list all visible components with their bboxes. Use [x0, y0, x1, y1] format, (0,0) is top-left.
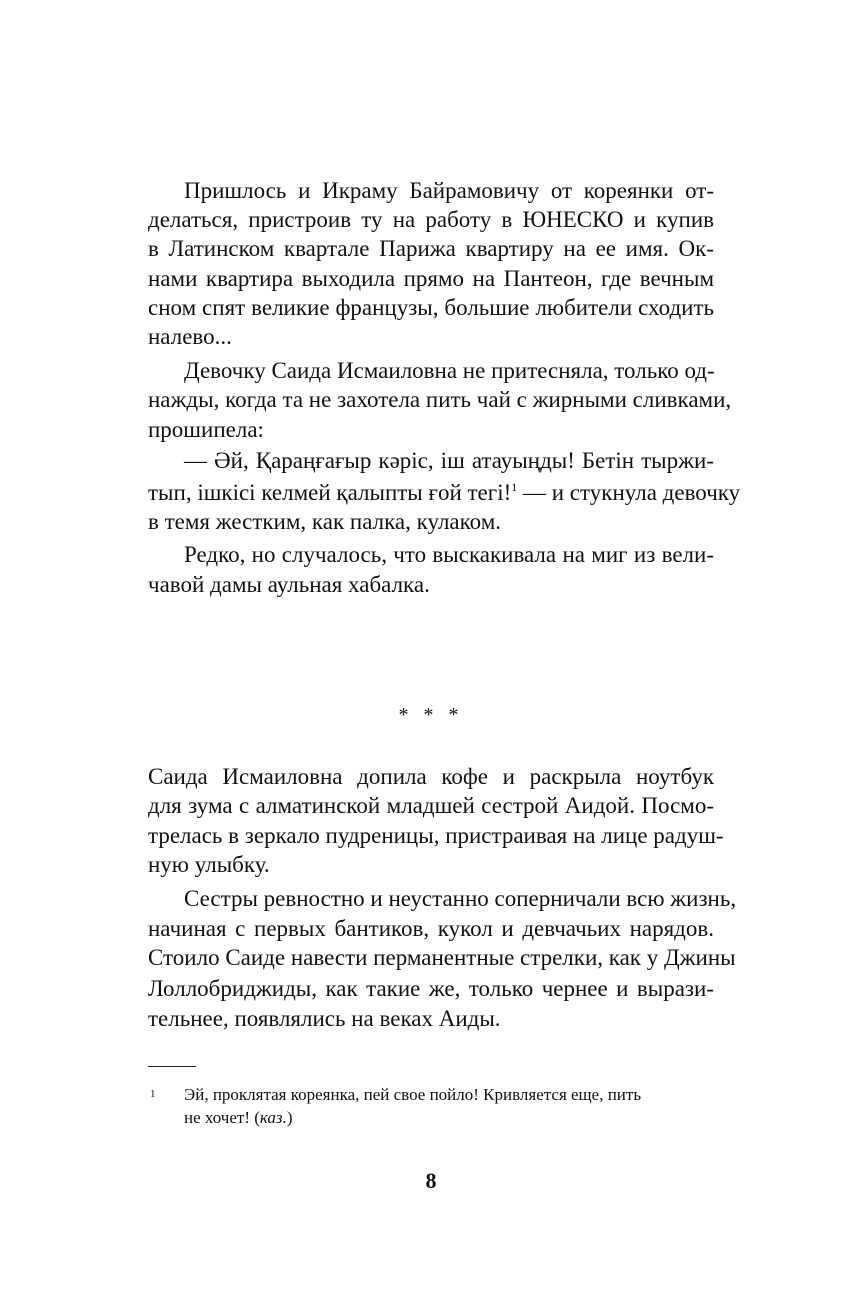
page-number: 8: [425, 1168, 437, 1193]
text-line: Девочку Саида Исмаиловна не притесняла, только од-: [184, 358, 715, 383]
text-line: сном спят великие французы, большие любители сходить: [148, 295, 714, 320]
text-line: налево...: [148, 324, 232, 349]
footnote-language-abbr: каз.: [259, 1108, 287, 1127]
text-line: Сестры ревностно и неустанно соперничали всю жизнь,: [184, 886, 737, 911]
text-line: Пришлось и Икраму Байрамовичу от кореянки от-: [184, 178, 714, 203]
text-line: в Латинском квартале Парижа квартиру на ее имя. Ок-: [148, 236, 714, 261]
text-line: Стоило Саиде навести перманентные стрелки, как у Джины: [148, 945, 736, 970]
footnote-number: 1: [150, 1088, 156, 1100]
text-line: начиная с первых бантиков, кукол и девчачьих нарядов.: [148, 916, 714, 941]
text-line: Саида Исмаиловна допила кофе и раскрыла ноутбук: [148, 764, 714, 789]
footnote-reference[interactable]: 1: [511, 480, 518, 494]
text-line: нами квартира выходила прямо на Пантеон, где вечным: [148, 266, 714, 291]
dialogue-line: [148, 478, 741, 508]
text-line: для зума с алматинской младшей сестрой Аидой. Посмо-: [148, 793, 714, 818]
section-separator: * * *: [398, 704, 464, 726]
text-line: ную улыбку.: [148, 852, 270, 877]
text-line: чавой дамы аульная хабалка.: [148, 572, 430, 597]
text-line: трелась в зеркало пудреницы, пристраивая на лице радуш-: [148, 823, 724, 848]
text-line: нажды, когда та не захотела пить чай с жирными сливками,: [148, 387, 732, 412]
dialogue-text: — и стукнула девочку: [517, 480, 741, 505]
text-line: в темя жестким, как палка, кулаком.: [148, 509, 502, 534]
footnote-text: [184, 1107, 293, 1129]
text-line: прошипела:: [148, 417, 264, 442]
footnote-text-part: ): [286, 1108, 293, 1127]
text-line: делаться, пристроив ту на работу в ЮНЕСКО и купив: [148, 207, 714, 232]
footnote-divider: [148, 1066, 196, 1067]
footnote-text: Эй, проклятая кореянка, пей свое пойло! Кривляется еще, пить: [184, 1085, 642, 1104]
dialogue-line: — Әй, Қараңғағыр кәріс, іш атауыңды! Бетін тыржи-: [184, 448, 714, 473]
text-line: Лоллобриджиды, как такие же, только чернее и вырази-: [148, 976, 714, 1001]
text-line: Редко, но случалось, что выскакивала на миг из вели-: [184, 542, 714, 567]
text-line: тельнее, появлялись на веках Аиды.: [148, 1006, 501, 1031]
footnote-text-part: не хочет! (: [184, 1108, 260, 1127]
dialogue-text: тып, ішкісі келмей қалыпты ғой тегі!: [148, 480, 512, 505]
